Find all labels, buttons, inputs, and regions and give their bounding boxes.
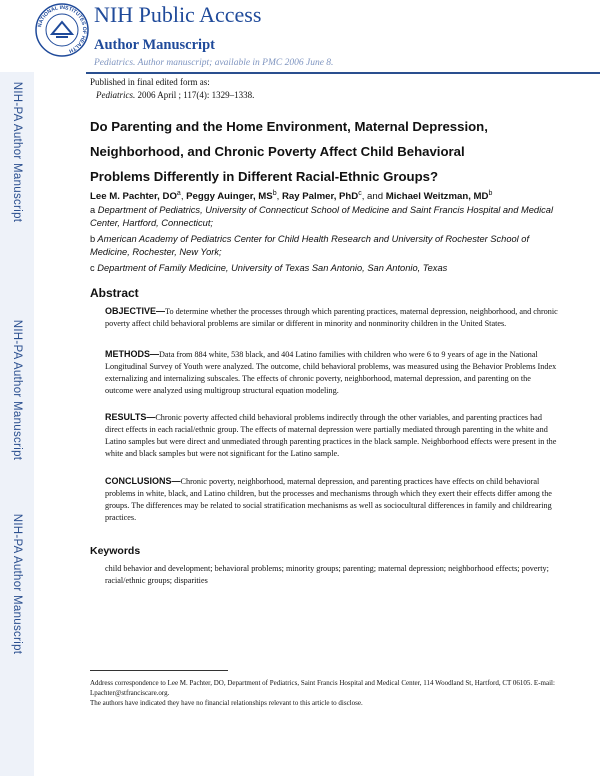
author-name: Lee M. Pachter, DO [90,191,177,203]
citation-line: Pediatrics. 2006 April ; 117(4): 1329–1338. [96,90,255,100]
sidebar-label-middle: NIH-PA Author Manuscript [11,319,23,461]
sidebar-label-bottom: NIH-PA Author Manuscript [11,513,23,655]
availability-note: Pediatrics. Author manuscript; available in PMC 2006 June 8. [94,58,334,68]
published-note: Published in final edited form as: [90,77,210,87]
abstract-heading: Abstract [90,286,139,300]
abstract-results: RESULTS—Chronic poverty affected child behavioral problems indirectly through the other variables, and parenting practices had direct effects in each racial/ethnic group. The effects of maternal depression were partially mediated through parenting in the white and Latino samples but were direct and unmediated through parenting practices in the black sample. Neighborhood effects were present in the white and black samples but were not significant for the Latino sample. [105,412,557,458]
footnote-rule [90,670,228,671]
correspondence-footnote: Address correspondence to Lee M. Pachter, DO, Department of Pediatrics, Saint Francis Hospital and Medical Center, 114 Woodland St, Hartford, CT 06105. E-mail: Lpachter@stfranciscare.org. [90,679,555,697]
author-name: Ray Palmer, PhD [281,191,359,203]
nih-public-access-title: NIH Public Access [94,2,262,27]
article-title: Do Parenting and the Home Environment, Maternal Depression, Neighborhood, and Chronic Poverty Affect Child Behavioral Problems Differently in Different Racial-Ethnic Groups? [90,119,488,184]
affiliation-b: b American Academy of Pediatrics Center for Child Health Research and University of Rochester School of Medicine, Rochester, New York; [90,234,530,257]
affiliation-c: c Department of Family Medicine, University of Texas San Antonio, San Antonio, Texas [90,263,448,273]
side-watermark-bar [0,72,34,776]
sidebar-label-top: NIH-PA Author Manuscript [11,81,23,223]
abstract-methods: METHODS—Data from 884 white, 538 black, and 404 Latino families with children who were 6 to 9 years of age in the National Longitudinal Survey of Youth were analyzed. The outcome, child behavioral problems, was measured using the Behavior Problems Index externalizing and internalizing subscales. The effects of chronic poverty, neighborhood, maternal depression, and parenting on the outcome were analyzed using multigroup structural equation modeling. [105,349,557,395]
author-name: Peggy Auinger, MS [186,191,273,203]
keywords-list: child behavior and development; behavioral problems; minority groups; parenting; maternal depression; neighborhood effects; poverty; racial/ethnic groups; disparities [105,564,549,585]
disclosure-footnote: The authors have indicated they have no financial relationships relevant to this article to disclose. [90,699,363,707]
author-name: Michael Weitzman, MD [385,191,489,203]
author-manuscript-label: Author Manuscript [94,37,215,53]
svg-text:NATIONAL INSTITUTES OF HEALTH: NATIONAL INSTITUTES OF HEALTH [37,4,88,54]
header-rule [86,72,600,74]
nih-seal-logo [34,2,90,58]
abstract-conclusions: CONCLUSIONS—Chronic poverty, neighborhood, maternal depression, and parenting practices have effects on child behavioral problems in white, black, and Latino children, but the processes and mechanisms through which they exert their effects differ among the groups. The differences may be related to social stratification mechanisms as well as sociocultural differences in family and childrearing practices. [105,476,552,522]
affiliation-a: a Department of Pediatrics, University of Connecticut School of Medicine and Saint Francis Hospital and Medical Center, Hartford, Connecticut; [90,205,554,228]
author-list: Lee M. Pachter, $DO^a$, Peggy Auinger, $MS^b$, Ray Palmer, PhD$^c$, and Michael Weitzman, $MD^b$ [90,190,493,203]
keywords-heading: Keywords [90,545,141,557]
abstract-objective: OBJECTIVE—To determine whether the processes through which parenting practices, maternal depression, neighborhood, and chronic poverty affect child behavioral problems are similar or different in minority and nonminority children in the United States. [105,306,558,328]
